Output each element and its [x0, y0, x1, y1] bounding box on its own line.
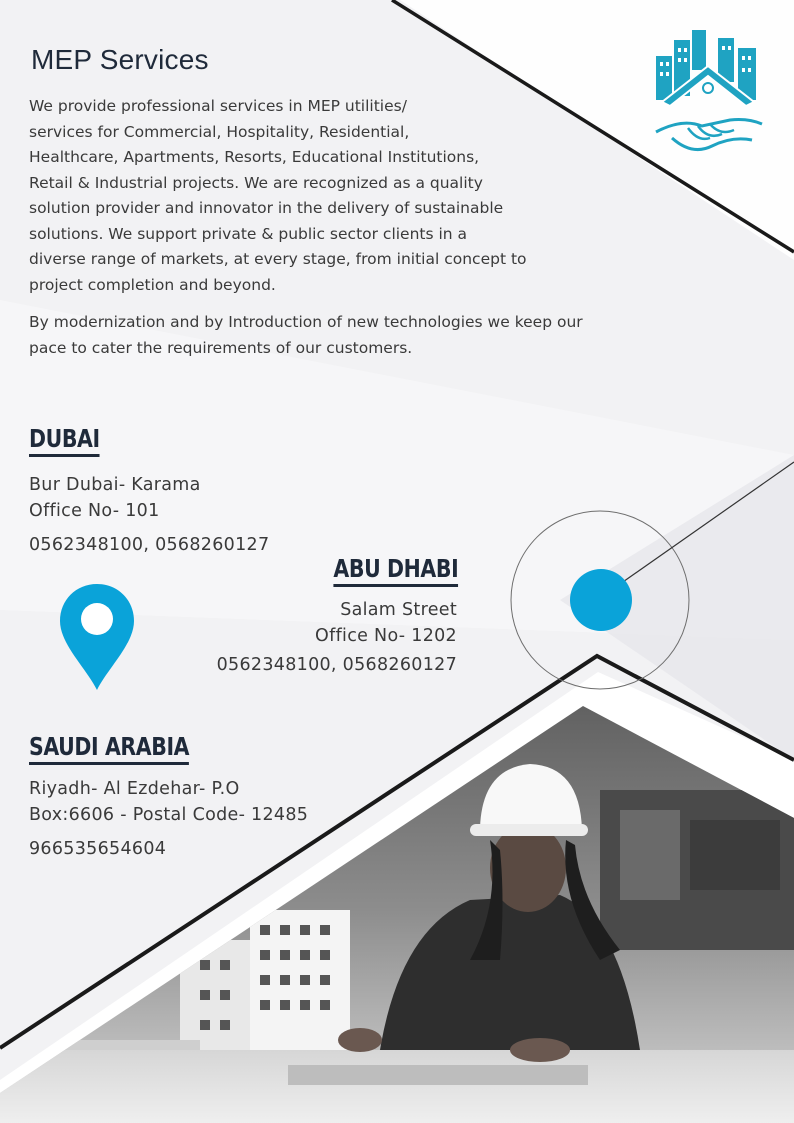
abu-dhabi-address-line2: Office No- 1202	[315, 626, 457, 646]
intro-line: services for Commercial, Hospitality, Residential,	[29, 122, 410, 141]
dubai-phones: 0562348100, 0568260127	[29, 535, 270, 555]
accent-dot	[570, 569, 632, 631]
page-title: MEP Services	[31, 44, 209, 75]
intro-second-line: By modernization and by Introduction of new technologies we keep our	[29, 313, 583, 331]
intro-line: solution provider and innovator in the delivery of sustainable	[29, 199, 504, 217]
abu-dhabi-heading: ABU DHABI	[333, 554, 458, 587]
saudi-arabia-heading: SAUDI ARABIA	[29, 732, 189, 765]
dubai-address-line1: Bur Dubai- Karama	[29, 475, 201, 495]
saudi-arabia-address-line2: Box:6606 - Postal Code- 12485	[29, 805, 309, 825]
abu-dhabi-phones: 0562348100, 0568260127	[216, 655, 457, 675]
saudi-arabia-phones: 966535654604	[29, 839, 167, 859]
city-house-handshake-logo-icon	[652, 28, 764, 168]
saudi-arabia-address-line1: Riyadh- Al Ezdehar- P.O	[29, 779, 240, 799]
intro-second-paragraph	[29, 310, 649, 361]
intro-second-line: pace to cater the requirements of our customers.	[29, 338, 413, 357]
intro-line: Retail & Industrial projects. We are recognized as a quality	[29, 173, 483, 192]
intro-line: solutions. We support private & public sector clients in a	[29, 224, 468, 243]
intro-paragraph	[29, 94, 629, 298]
dubai-address-line2: Office No- 101	[29, 501, 160, 521]
intro-line: diverse range of markets, at every stage, from initial concept to	[29, 250, 527, 268]
intro-line: project completion and beyond.	[29, 275, 276, 294]
abu-dhabi-address-line1: Salam Street	[340, 600, 457, 620]
intro-line: Healthcare, Apartments, Resorts, Educational Institutions,	[29, 148, 480, 166]
intro-line: We provide professional services in MEP utilities/	[29, 97, 407, 115]
dubai-heading: DUBAI	[29, 424, 100, 457]
location-pin-icon	[58, 582, 136, 692]
